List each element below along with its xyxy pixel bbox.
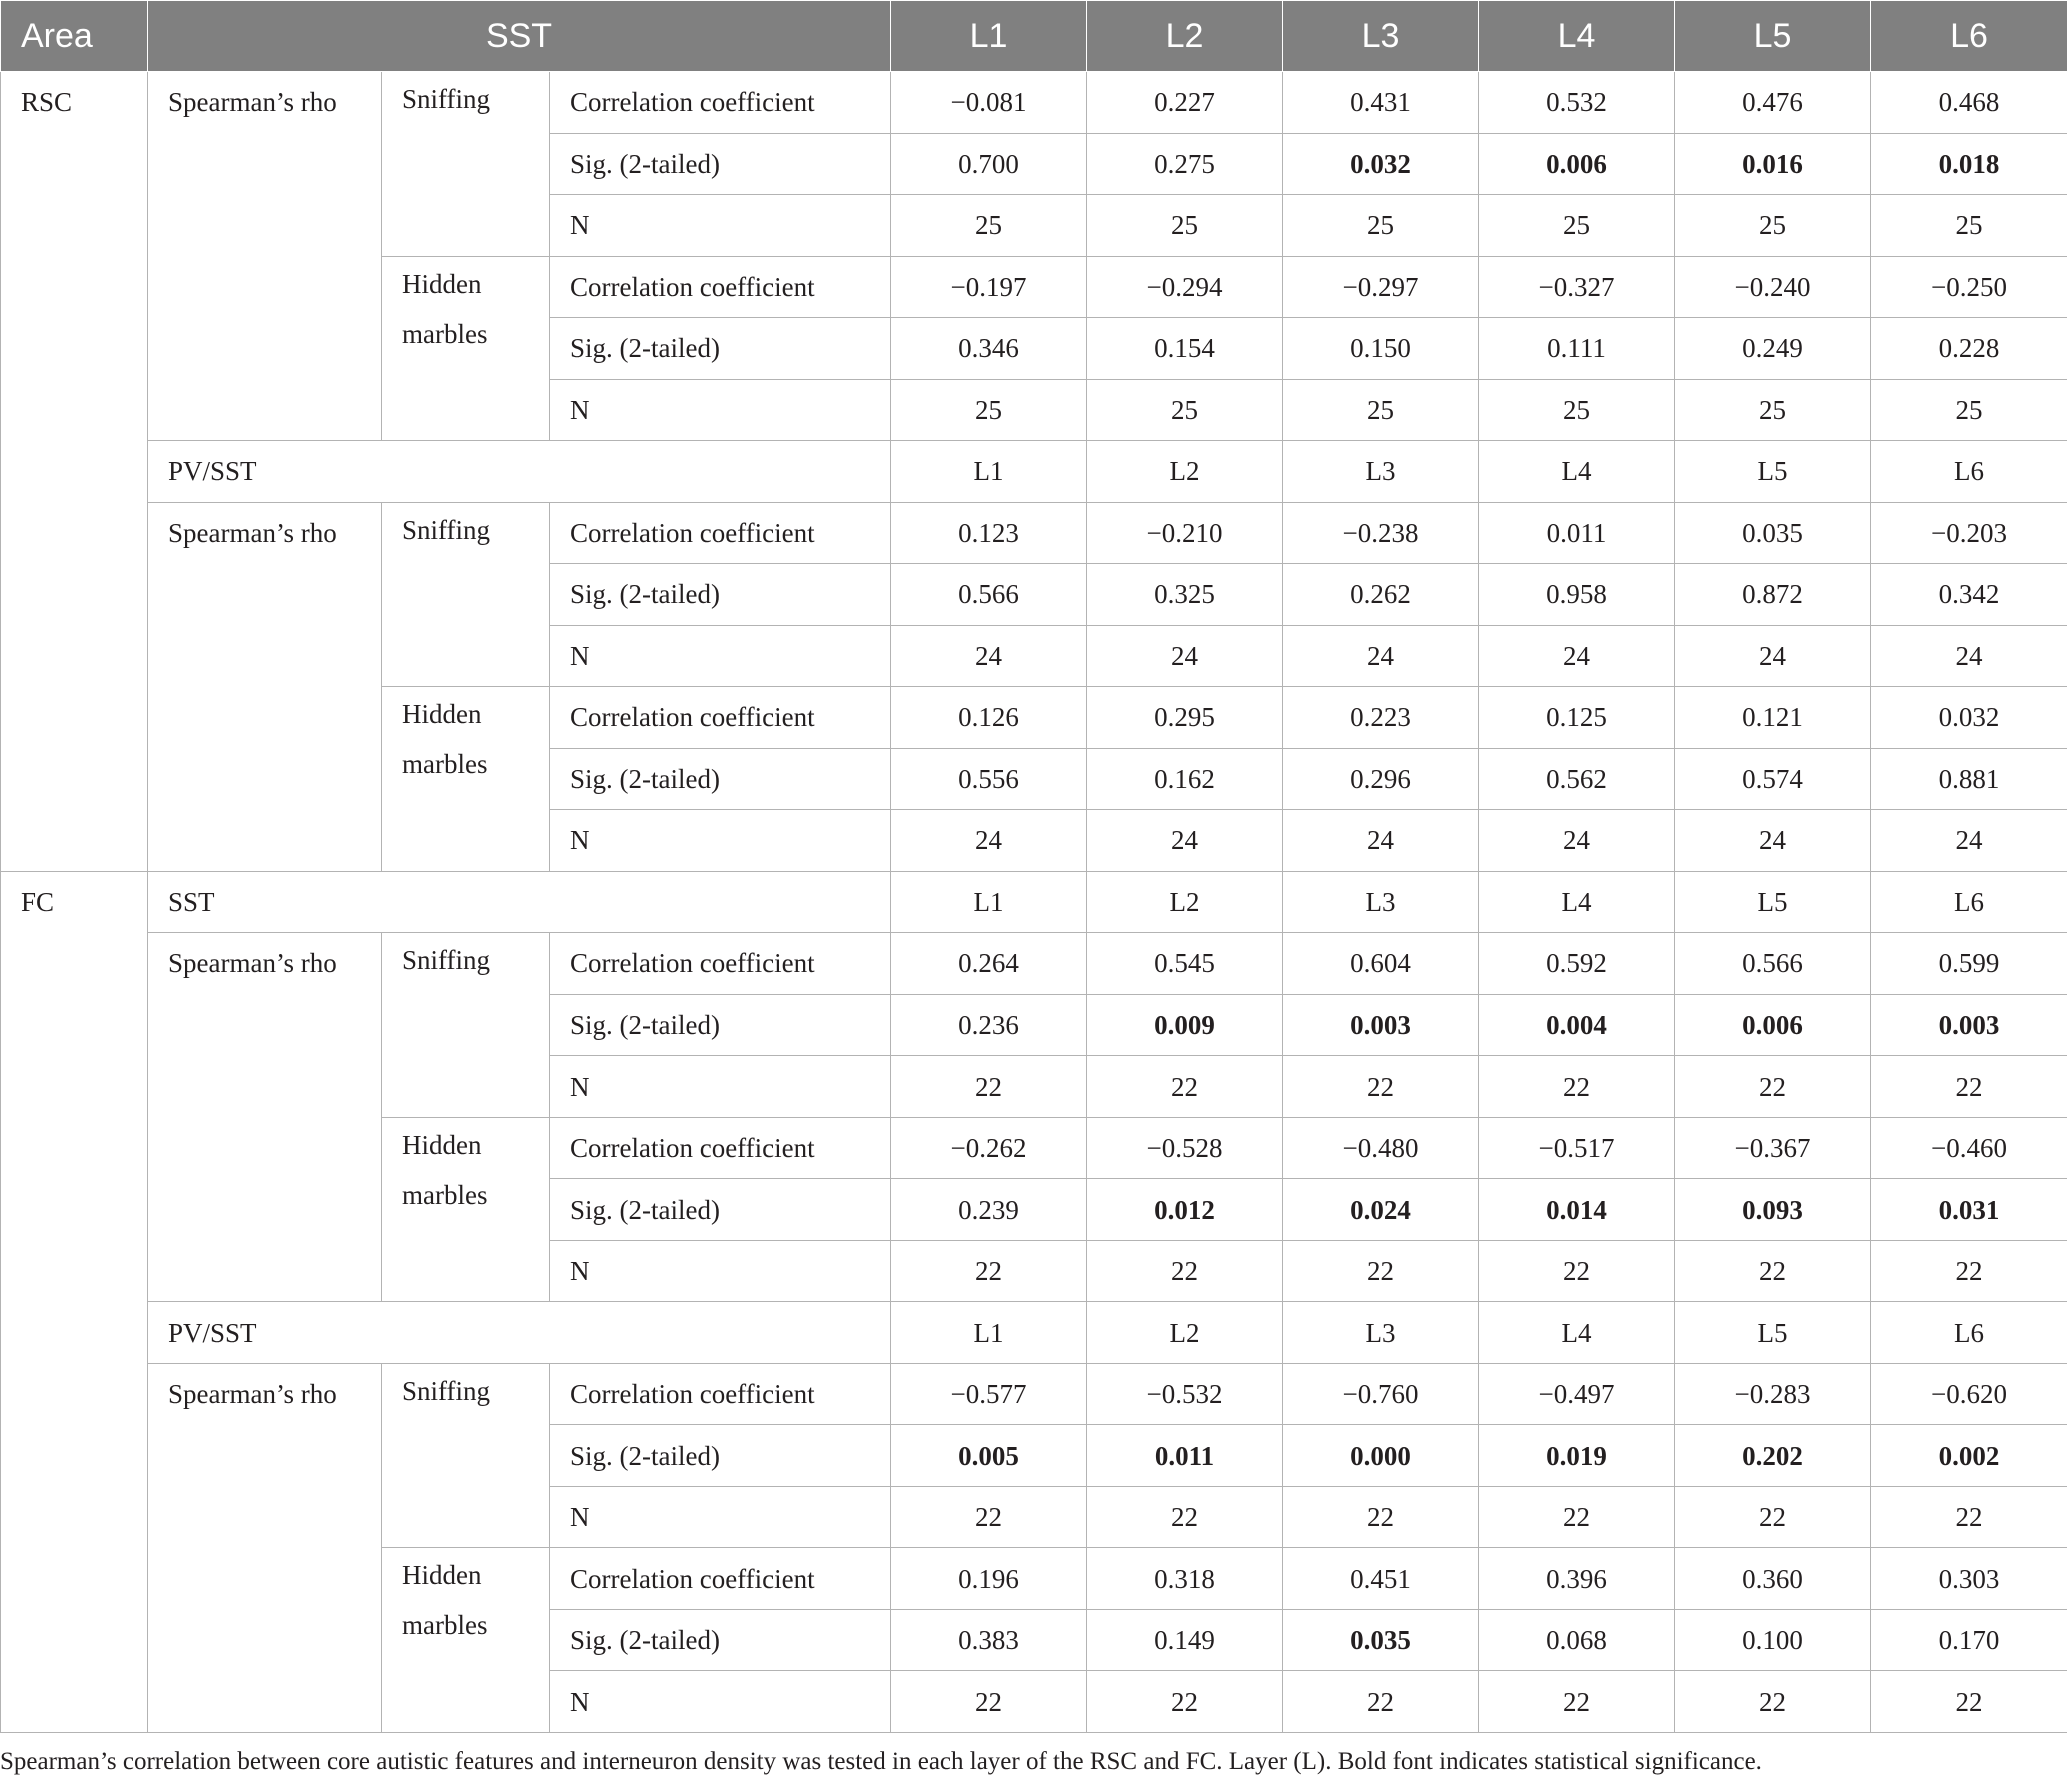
behavior-label: Hidden marbles	[382, 687, 550, 872]
value-cell: 0.556	[891, 748, 1087, 810]
value-cell: 0.012	[1087, 1179, 1283, 1241]
stat-label: Correlation coefficient	[550, 72, 891, 134]
value-cell: 0.196	[891, 1548, 1087, 1610]
value-cell: 22	[1087, 1056, 1283, 1118]
value-cell: 0.162	[1087, 748, 1283, 810]
value-cell: 0.004	[1479, 994, 1675, 1056]
value-cell: 0.566	[891, 564, 1087, 626]
value-cell: 25	[1871, 379, 2067, 441]
stat-label: Correlation coefficient	[550, 687, 891, 749]
value-cell: 0.562	[1479, 748, 1675, 810]
value-cell: −0.577	[891, 1363, 1087, 1425]
value-cell: 22	[1871, 1056, 2067, 1118]
value-cell: 0.126	[891, 687, 1087, 749]
table-row	[1, 1363, 2067, 1425]
header-layer: L2	[1087, 1, 1283, 72]
value-cell: 0.005	[891, 1425, 1087, 1487]
value-cell: 24	[1675, 810, 1871, 872]
value-cell: 25	[1283, 195, 1479, 257]
table-row	[1, 933, 2067, 995]
table-body	[1, 72, 2067, 1733]
behavior-label: Hidden marbles	[382, 1548, 550, 1733]
value-cell: 0.599	[1871, 933, 2067, 995]
area-label: RSC	[1, 72, 148, 872]
value-cell: −0.081	[891, 72, 1087, 134]
value-cell: 22	[1675, 1671, 1871, 1733]
stat-label: Sig. (2-tailed)	[550, 564, 891, 626]
value-cell: 0.009	[1087, 994, 1283, 1056]
table-footnote: Spearman’s correlation between core autistic features and interneuron density was tested in each layer of the RSC and FC. Layer (L). Bold font indicates statistical significance.	[0, 1748, 1762, 1775]
value-cell: 22	[1087, 1486, 1283, 1548]
value-cell: 0.383	[891, 1609, 1087, 1671]
value-cell: 24	[891, 810, 1087, 872]
value-cell: 22	[1283, 1671, 1479, 1733]
value-cell: −0.497	[1479, 1363, 1675, 1425]
value-cell: −0.760	[1283, 1363, 1479, 1425]
value-cell: 22	[1479, 1056, 1675, 1118]
value-cell: 24	[1283, 625, 1479, 687]
value-cell: 22	[1479, 1486, 1675, 1548]
value-cell: 0.202	[1675, 1425, 1871, 1487]
value-cell: 24	[1675, 625, 1871, 687]
layer-label: L3	[1283, 1302, 1479, 1364]
value-cell: −0.297	[1283, 256, 1479, 318]
stat-label: Correlation coefficient	[550, 933, 891, 995]
stat-label: N	[550, 1240, 891, 1302]
value-cell: 0.532	[1479, 72, 1675, 134]
value-cell: 24	[1871, 810, 2067, 872]
layer-label: L2	[1087, 441, 1283, 503]
value-cell: 0.872	[1675, 564, 1871, 626]
section-row	[1, 441, 2067, 503]
header-layer: L5	[1675, 1, 1871, 72]
value-cell: 0.303	[1871, 1548, 2067, 1610]
value-cell: 0.011	[1087, 1425, 1283, 1487]
value-cell: 0.006	[1479, 133, 1675, 195]
value-cell: 0.545	[1087, 933, 1283, 995]
stat-label: Correlation coefficient	[550, 256, 891, 318]
header-layer: L4	[1479, 1, 1675, 72]
value-cell: 0.003	[1283, 994, 1479, 1056]
value-cell: 0.011	[1479, 502, 1675, 564]
header-layer: L1	[891, 1, 1087, 72]
value-cell: 22	[1283, 1240, 1479, 1302]
section-row	[1, 871, 2067, 933]
value-cell: 22	[891, 1671, 1087, 1733]
header-row	[1, 1, 2067, 72]
stat-label: Sig. (2-tailed)	[550, 1179, 891, 1241]
value-cell: 0.227	[1087, 72, 1283, 134]
value-cell: 24	[1479, 810, 1675, 872]
value-cell: 22	[1871, 1240, 2067, 1302]
value-cell: 0.431	[1283, 72, 1479, 134]
section-label: SST	[148, 871, 891, 933]
value-cell: 0.592	[1479, 933, 1675, 995]
value-cell: 0.342	[1871, 564, 2067, 626]
value-cell: −0.283	[1675, 1363, 1871, 1425]
value-cell: 24	[1087, 625, 1283, 687]
value-cell: 22	[891, 1486, 1087, 1548]
value-cell: 22	[1479, 1240, 1675, 1302]
behavior-label: Sniffing	[382, 72, 550, 257]
layer-label: L3	[1283, 871, 1479, 933]
layer-label: L5	[1675, 441, 1871, 503]
section-row	[1, 1302, 2067, 1364]
stat-label: N	[550, 1486, 891, 1548]
value-cell: 24	[1871, 625, 2067, 687]
header-area: Area	[1, 1, 148, 72]
value-cell: 0.019	[1479, 1425, 1675, 1487]
value-cell: 0.574	[1675, 748, 1871, 810]
layer-label: L6	[1871, 871, 2067, 933]
value-cell: 0.003	[1871, 994, 2067, 1056]
value-cell: 0.958	[1479, 564, 1675, 626]
value-cell: 22	[891, 1240, 1087, 1302]
layer-label: L2	[1087, 871, 1283, 933]
value-cell: −0.294	[1087, 256, 1283, 318]
value-cell: 22	[1871, 1671, 2067, 1733]
value-cell: 25	[1087, 195, 1283, 257]
value-cell: 0.346	[891, 318, 1087, 380]
stat-label: Sig. (2-tailed)	[550, 1425, 891, 1487]
value-cell: −0.238	[1283, 502, 1479, 564]
value-cell: 0.262	[1283, 564, 1479, 626]
stat-label: N	[550, 810, 891, 872]
value-cell: 0.318	[1087, 1548, 1283, 1610]
value-cell: 0.239	[891, 1179, 1087, 1241]
value-cell: 0.000	[1283, 1425, 1479, 1487]
value-cell: 0.451	[1283, 1548, 1479, 1610]
behavior-label: Sniffing	[382, 1363, 550, 1548]
value-cell: 0.018	[1871, 133, 2067, 195]
layer-label: L1	[891, 871, 1087, 933]
test-label: Spearman’s rho	[148, 502, 382, 871]
value-cell: −0.262	[891, 1117, 1087, 1179]
table-row	[1, 72, 2067, 134]
stat-label: Sig. (2-tailed)	[550, 994, 891, 1056]
value-cell: 0.031	[1871, 1179, 2067, 1241]
value-cell: 25	[891, 195, 1087, 257]
value-cell: 0.360	[1675, 1548, 1871, 1610]
stat-label: N	[550, 1671, 891, 1733]
value-cell: 0.032	[1871, 687, 2067, 749]
stat-label: N	[550, 195, 891, 257]
behavior-label: Sniffing	[382, 502, 550, 687]
layer-label: L1	[891, 441, 1087, 503]
value-cell: 22	[891, 1056, 1087, 1118]
value-cell: 0.236	[891, 994, 1087, 1056]
value-cell: 22	[1871, 1486, 2067, 1548]
test-label: Spearman’s rho	[148, 1363, 382, 1732]
value-cell: 0.032	[1283, 133, 1479, 195]
value-cell: 22	[1479, 1671, 1675, 1733]
stat-label: N	[550, 1056, 891, 1118]
layer-label: L6	[1871, 441, 2067, 503]
stat-label: N	[550, 379, 891, 441]
value-cell: 24	[1283, 810, 1479, 872]
layer-label: L2	[1087, 1302, 1283, 1364]
area-label: FC	[1, 871, 148, 1732]
value-cell: 0.249	[1675, 318, 1871, 380]
value-cell: 25	[891, 379, 1087, 441]
layer-label: L5	[1675, 1302, 1871, 1364]
layer-label: L4	[1479, 871, 1675, 933]
value-cell: 0.325	[1087, 564, 1283, 626]
value-cell: 0.468	[1871, 72, 2067, 134]
value-cell: −0.197	[891, 256, 1087, 318]
value-cell: 0.035	[1675, 502, 1871, 564]
value-cell: 22	[1675, 1486, 1871, 1548]
stat-label: Correlation coefficient	[550, 1363, 891, 1425]
value-cell: 24	[891, 625, 1087, 687]
section-label: PV/SST	[148, 1302, 891, 1364]
behavior-label: Hidden marbles	[382, 1117, 550, 1302]
layer-label: L4	[1479, 441, 1675, 503]
value-cell: 22	[1087, 1671, 1283, 1733]
layer-label: L4	[1479, 1302, 1675, 1364]
stat-label: Sig. (2-tailed)	[550, 133, 891, 195]
value-cell: −0.528	[1087, 1117, 1283, 1179]
value-cell: 0.700	[891, 133, 1087, 195]
stat-label: Correlation coefficient	[550, 502, 891, 564]
layer-label: L1	[891, 1302, 1087, 1364]
value-cell: −0.517	[1479, 1117, 1675, 1179]
value-cell: 25	[1283, 379, 1479, 441]
value-cell: 0.100	[1675, 1609, 1871, 1671]
stat-label: Correlation coefficient	[550, 1548, 891, 1610]
section-label: PV/SST	[148, 441, 891, 503]
value-cell: 0.396	[1479, 1548, 1675, 1610]
value-cell: −0.620	[1871, 1363, 2067, 1425]
value-cell: 22	[1675, 1056, 1871, 1118]
value-cell: 24	[1087, 810, 1283, 872]
value-cell: 0.223	[1283, 687, 1479, 749]
value-cell: 0.002	[1871, 1425, 2067, 1487]
value-cell: 0.035	[1283, 1609, 1479, 1671]
value-cell: 0.093	[1675, 1179, 1871, 1241]
value-cell: 25	[1675, 379, 1871, 441]
value-cell: 0.566	[1675, 933, 1871, 995]
behavior-label: Hidden marbles	[382, 256, 550, 441]
value-cell: 0.604	[1283, 933, 1479, 995]
value-cell: 25	[1479, 379, 1675, 441]
value-cell: 25	[1675, 195, 1871, 257]
value-cell: −0.240	[1675, 256, 1871, 318]
layer-label: L5	[1675, 871, 1871, 933]
value-cell: 0.476	[1675, 72, 1871, 134]
stat-label: Sig. (2-tailed)	[550, 1609, 891, 1671]
value-cell: −0.367	[1675, 1117, 1871, 1179]
value-cell: 0.068	[1479, 1609, 1675, 1671]
value-cell: −0.210	[1087, 502, 1283, 564]
value-cell: 0.296	[1283, 748, 1479, 810]
layer-label: L3	[1283, 441, 1479, 503]
header-layer: L6	[1871, 1, 2067, 72]
header-layer: L3	[1283, 1, 1479, 72]
value-cell: 0.111	[1479, 318, 1675, 380]
table-row	[1, 502, 2067, 564]
value-cell: 0.121	[1675, 687, 1871, 749]
stat-label: Sig. (2-tailed)	[550, 748, 891, 810]
value-cell: 25	[1479, 195, 1675, 257]
value-cell: 0.264	[891, 933, 1087, 995]
value-cell: 22	[1283, 1486, 1479, 1548]
value-cell: 22	[1675, 1240, 1871, 1302]
value-cell: 0.170	[1871, 1609, 2067, 1671]
header-group: SST	[148, 1, 891, 72]
value-cell: −0.460	[1871, 1117, 2067, 1179]
value-cell: 0.006	[1675, 994, 1871, 1056]
layer-label: L6	[1871, 1302, 2067, 1364]
value-cell: 0.123	[891, 502, 1087, 564]
value-cell: 0.016	[1675, 133, 1871, 195]
test-label: Spearman’s rho	[148, 933, 382, 1302]
value-cell: −0.327	[1479, 256, 1675, 318]
stat-label: N	[550, 625, 891, 687]
value-cell: 0.154	[1087, 318, 1283, 380]
value-cell: 24	[1479, 625, 1675, 687]
value-cell: −0.203	[1871, 502, 2067, 564]
stat-label: Sig. (2-tailed)	[550, 318, 891, 380]
value-cell: 22	[1087, 1240, 1283, 1302]
value-cell: 25	[1087, 379, 1283, 441]
value-cell: 0.150	[1283, 318, 1479, 380]
value-cell: 0.014	[1479, 1179, 1675, 1241]
value-cell: 0.275	[1087, 133, 1283, 195]
value-cell: −0.532	[1087, 1363, 1283, 1425]
value-cell: 0.881	[1871, 748, 2067, 810]
value-cell: −0.250	[1871, 256, 2067, 318]
value-cell: 22	[1283, 1056, 1479, 1118]
behavior-label: Sniffing	[382, 933, 550, 1118]
value-cell: 0.149	[1087, 1609, 1283, 1671]
value-cell: −0.480	[1283, 1117, 1479, 1179]
value-cell: 0.125	[1479, 687, 1675, 749]
value-cell: 0.024	[1283, 1179, 1479, 1241]
value-cell: 0.295	[1087, 687, 1283, 749]
value-cell: 25	[1871, 195, 2067, 257]
test-label: Spearman’s rho	[148, 72, 382, 441]
value-cell: 0.228	[1871, 318, 2067, 380]
stat-label: Correlation coefficient	[550, 1117, 891, 1179]
